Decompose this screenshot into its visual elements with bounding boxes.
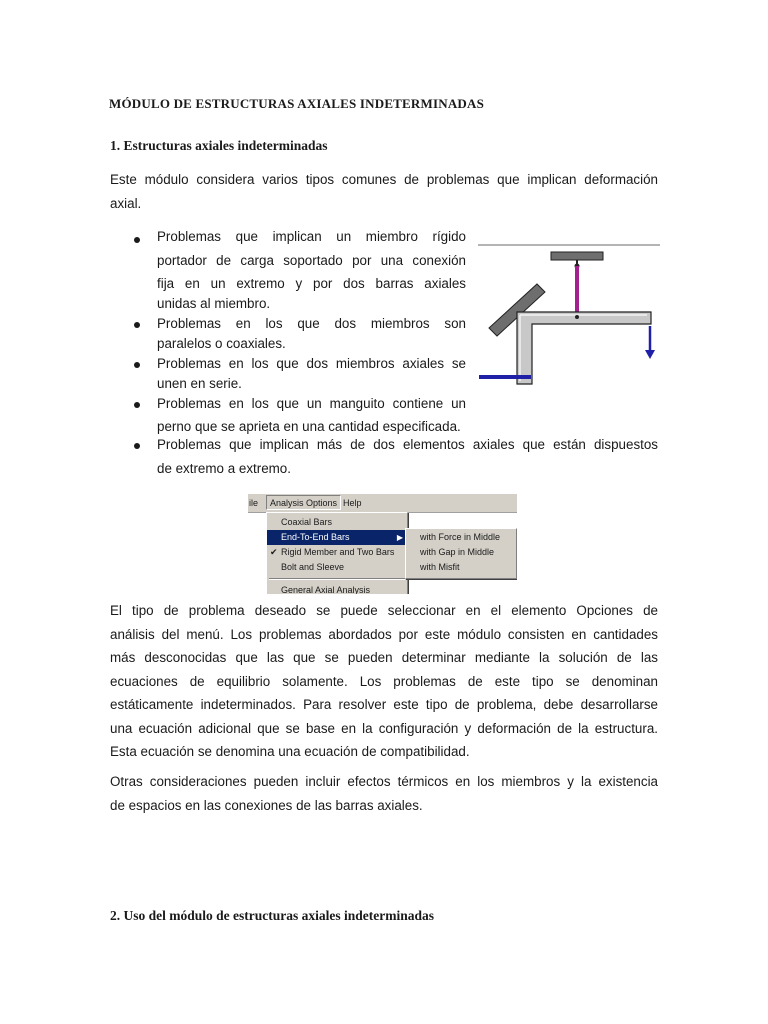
document-title: MÓDULO DE ESTRUCTURAS AXIALES INDETERMINADAS [109, 96, 485, 111]
paragraph-line: Esta ecuación se denomina una ecuación de compatibilidad. [110, 744, 470, 759]
list-item-line: de extremo a extremo. [157, 460, 291, 476]
menu-item-end-to-end-bars[interactable]: End-To-End Bars ▶ [267, 530, 407, 545]
list-item-line: Problemas en los que dos miembros axiales se [157, 356, 466, 371]
considerations-paragraph [110, 770, 658, 817]
menu-file[interactable]: ile [249, 498, 259, 508]
list-item-line: Problemas que implican más de dos elementos axiales que están dispuestos [157, 437, 658, 452]
list-item [157, 352, 466, 392]
list-item [157, 392, 466, 438]
analysis-options-dropdown [266, 512, 408, 594]
end-to-end-submenu [405, 528, 517, 579]
pin-icon [575, 315, 579, 319]
list-item [157, 225, 466, 312]
list-item [157, 433, 658, 480]
list-item-line: unidas al miembro. [157, 295, 271, 311]
submenu-item-force-in-middle[interactable]: with Force in Middle [420, 532, 501, 542]
paragraph-line: análisis del menú. Los problemas abordados por este módulo consisten en cantidades [110, 626, 658, 642]
section-1-heading: 1. Estructuras axiales indeterminadas [110, 138, 328, 153]
paragraph-line: Otras consideraciones pueden incluir efectos térmicos en los miembros y la existencia [110, 774, 658, 789]
menu-item-coaxial-bars[interactable]: Coaxial Bars [281, 517, 333, 527]
intro-line: Este módulo considera varios tipos comunes de problemas que implican deformación [110, 172, 658, 187]
rigid-member [517, 312, 651, 384]
paragraph-line: de espacios en las conexiones de las barras axiales. [110, 797, 423, 813]
bullet-dot [134, 322, 140, 328]
paragraph-line: ecuaciones de equilibrio solamente. Los problemas de este tipo se denominan [110, 673, 658, 689]
submenu-item-gap-in-middle[interactable]: with Gap in Middle [420, 547, 495, 557]
list-item-line: fija en un extremo y por dos barras axiales [157, 276, 466, 291]
horizontal-axial-bar [479, 375, 531, 379]
bullet-dot [134, 362, 140, 368]
list-item-line: Problemas en los que dos miembros son [157, 316, 466, 331]
checkmark-icon: ✔ [270, 547, 278, 557]
bullet-dot [134, 443, 140, 449]
list-item-line: portador de carga soportado por una conexión [157, 252, 466, 268]
menu-item-rigid-member-two-bars[interactable]: ✔ Rigid Member and Two Bars [267, 545, 407, 560]
list-item-line: paralelos o coaxiales. [157, 335, 286, 351]
menu-help[interactable]: Help [343, 498, 362, 508]
intro-paragraph [110, 168, 658, 215]
rigid-member-figure [475, 238, 665, 388]
analysis-options-menu-screenshot [248, 494, 517, 594]
paragraph-line: más desconocidas que las que se pueden determinar mediante la solución de las [110, 650, 658, 665]
paragraph-line: estáticamente indeterminados. Para resolver este tipo de problema, debe desarrollarse [110, 697, 658, 712]
list-item-line: Problemas en los que un manguito contiene un [157, 396, 466, 411]
menu-item-bolt-and-sleeve[interactable]: Bolt and Sleeve [281, 562, 345, 572]
section-2-heading: 2. Uso del módulo de estructuras axiales indeterminadas [110, 908, 434, 923]
list-item-line: unen en serie. [157, 375, 242, 391]
force-arrow-icon [645, 326, 655, 359]
menu-analysis-options[interactable]: Analysis Options [266, 495, 341, 510]
menu-bar [248, 494, 517, 513]
bullet-dot [134, 402, 140, 408]
menu-explanation-paragraph [110, 599, 658, 764]
submenu-item-misfit[interactable]: with Misfit [420, 562, 460, 572]
list-item-line: Problemas que implican un miembro rígido [157, 229, 466, 244]
paragraph-line: una ecuación adicional que se base en la configuración y deformación de la estructura. [110, 720, 658, 736]
menu-item-general-axial-analysis[interactable]: General Axial Analysis [281, 585, 371, 594]
submenu-arrow-icon: ▶ [396, 533, 403, 542]
list-item-line: perno que se aprieta en una cantidad especificada. [157, 418, 461, 434]
intro-line: axial. [110, 195, 142, 211]
list-item [157, 312, 466, 352]
paragraph-line: El tipo de problema deseado se puede seleccionar en el elemento Opciones de [110, 603, 658, 618]
bullet-dot [134, 237, 140, 243]
menu-separator [269, 578, 405, 580]
